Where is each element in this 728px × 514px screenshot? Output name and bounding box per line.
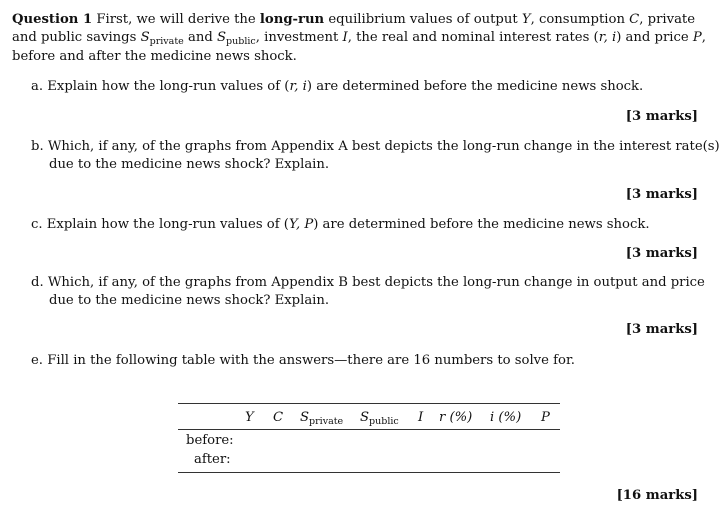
math: r, i <box>598 30 617 45</box>
text: , private <box>639 12 696 27</box>
part-b-line-2: due to the medicine news shock? Explain. <box>49 157 330 172</box>
text: , investment <box>255 30 339 45</box>
table-top-rule <box>178 403 560 404</box>
header-i: i (%) <box>490 410 522 425</box>
part-label: d. <box>31 275 44 290</box>
part-d-line-2: due to the medicine news shock? Explain. <box>49 293 330 308</box>
question-label: Question 1 <box>12 12 93 27</box>
text-bold: long-run <box>259 12 325 27</box>
part-label: a. <box>31 79 44 94</box>
question-intro-line-2 <box>12 30 706 47</box>
math: Y <box>521 12 531 27</box>
text: , consumption <box>530 12 625 27</box>
text: Explain how the long-run values of ( <box>47 79 290 94</box>
text: Which, if any, of the graphs from Appendix A best depicts the long-run change in the interest rate(s) <box>47 139 720 154</box>
marks-c: [3 marks] <box>625 246 698 261</box>
math: P <box>692 30 702 45</box>
part-label: b. <box>31 139 44 154</box>
part-b <box>31 139 720 154</box>
math: r, i <box>289 79 307 94</box>
table-mid-rule <box>178 429 560 430</box>
question-intro-line-3: before and after the medicine news shock. <box>12 49 297 64</box>
part-label: c. <box>31 217 43 232</box>
header-Y: Y <box>245 410 254 425</box>
math: I <box>342 30 348 45</box>
row-after-label: after: <box>194 452 231 467</box>
math: C <box>629 12 640 27</box>
text: equilibrium values of output <box>328 12 518 27</box>
text: and <box>187 30 213 45</box>
math: Y, P <box>288 217 314 232</box>
marks-a: [3 marks] <box>625 109 698 124</box>
math-sub: public <box>226 36 256 47</box>
header-S-public <box>360 410 399 427</box>
header-r: r (%) <box>439 410 473 425</box>
marks-d: [3 marks] <box>625 322 698 337</box>
text: ) and price <box>616 30 689 45</box>
math: S <box>360 410 370 425</box>
text: ) are determined before the medicine news shock. <box>306 79 644 94</box>
part-e <box>31 353 575 368</box>
text: and public savings <box>12 30 137 45</box>
marks-e: [16 marks] <box>616 488 698 503</box>
marks-b: [3 marks] <box>625 187 698 202</box>
text: ) are determined before the medicine news shock. <box>313 217 650 232</box>
text: , the real and nominal interest rates ( <box>347 30 599 45</box>
part-d <box>31 275 705 290</box>
question-intro-line-1 <box>12 12 695 27</box>
header-S-private <box>300 410 343 427</box>
text: , <box>701 30 706 45</box>
math: S <box>217 30 227 45</box>
header-P: P <box>541 410 550 425</box>
text: First, we will derive the <box>96 12 256 27</box>
math: S <box>300 410 310 425</box>
header-I: I <box>418 410 424 425</box>
part-a <box>31 79 643 94</box>
math-sub: public <box>369 416 399 427</box>
table-bottom-rule <box>178 472 560 473</box>
text: Fill in the following table with the answers—there are 16 numbers to solve for. <box>47 353 575 368</box>
part-c <box>31 217 650 232</box>
text: Which, if any, of the graphs from Appendix B best depicts the long-run change in output and price <box>47 275 705 290</box>
part-label: e. <box>31 353 43 368</box>
math-sub: private <box>309 416 344 427</box>
header-C: C <box>273 410 284 425</box>
math-sub: private <box>149 36 184 47</box>
math: S <box>140 30 150 45</box>
text: Explain how the long-run values of ( <box>46 217 289 232</box>
row-before-label: before: <box>186 433 234 448</box>
